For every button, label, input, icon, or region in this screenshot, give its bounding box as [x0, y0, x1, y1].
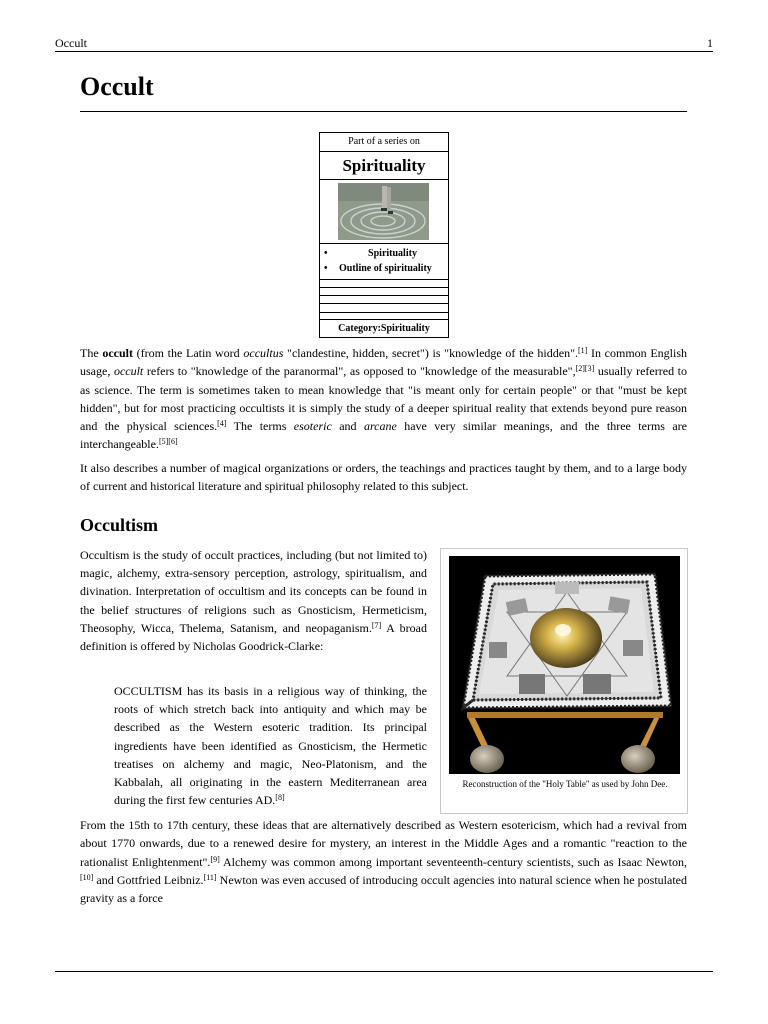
labyrinth-walker-photo-icon: [338, 183, 429, 240]
citation-ref[interactable]: [7]: [371, 620, 382, 630]
infobox-series-title[interactable]: Spirituality: [320, 152, 448, 180]
bold-term: occult: [102, 346, 133, 360]
text: In common English usage,: [80, 346, 688, 379]
bullet-icon: •: [324, 248, 328, 259]
text: and Gottfried Leibniz.: [93, 872, 204, 887]
text: A broad definition is offered by Nicholas Goodrick-Clarke:: [80, 620, 427, 654]
title-rule: [80, 111, 687, 112]
text: refers to "knowledge of the paranormal", as opposed to "knowledge of the measurable",: [143, 364, 576, 379]
text: The terms: [226, 419, 294, 434]
block-quote: [114, 682, 427, 809]
infobox-empty-row: [320, 296, 448, 304]
infobox-empty-row: [320, 288, 448, 296]
infobox-empty-row: [320, 304, 448, 313]
intro-paragraph: [80, 344, 687, 454]
running-header: [55, 36, 713, 52]
text: "clandestine, hidden, secret") is "knowledge of the hidden".: [283, 346, 578, 360]
citation-ref[interactable]: [9]: [210, 854, 220, 864]
infobox-image: [320, 180, 448, 244]
holy-table-figure: [440, 548, 688, 814]
citation-ref[interactable]: [11]: [203, 872, 217, 882]
footer-rule: [55, 971, 713, 972]
citation-ref[interactable]: [8]: [275, 793, 285, 803]
citation-ref[interactable]: [10]: [80, 872, 94, 882]
italic-term: arcane: [363, 419, 397, 434]
italic-term: esoteric: [293, 419, 332, 434]
infobox-link-outline[interactable]: Outline of spirituality: [339, 263, 432, 274]
citation-ref[interactable]: [1]: [577, 346, 588, 355]
citation-ref[interactable]: [2][3]: [575, 364, 595, 374]
page-title: Occult: [80, 72, 154, 101]
text: Alchemy was common among important seventeenth-century scientists, such as Isaac Newton,: [219, 854, 687, 869]
running-header-title: Occult: [55, 36, 87, 50]
text: Occultism is the study of occult practices, including (but not limited to) magic, alchemy, extra-sensory perception, astrology, spiritualism, and divination. Interpretation of occultism and its concepts can be found in the belief structures of religions such as Gnosticism, Hermeticism, Theosophy, Wicca, Thelema, Satanism, and neopaganism.: [80, 548, 427, 635]
text: Newton was even accused of introducing occult agencies into natural science when he postulated gravity as a force: [80, 872, 687, 906]
citation-ref[interactable]: [5][6]: [158, 437, 178, 447]
section-heading-occultism: Occultism: [80, 515, 158, 535]
figure-caption: Reconstruction of the "Holy Table" as used by John Dee.: [462, 779, 668, 789]
text: From the 15th to 17th century, these ideas that are alternatively described as Western esotericism, which had a revival from about 1770 onwards, due to a renewed desire for mystery, an interest in the Middle Ages and a romantic "reaction to the rationalist Enlightenment".: [80, 818, 687, 869]
italic-term: occult: [113, 364, 144, 379]
bullet-icon: •: [324, 263, 328, 274]
text: and: [331, 419, 364, 434]
list-item: [320, 261, 448, 276]
text: have very similar meanings, and the three terms are interchangeable.: [80, 419, 687, 452]
italic-term: occultus: [243, 346, 284, 360]
infobox-series-label: Part of a series on: [320, 133, 448, 152]
text: usually referred to as science. The term is sometimes taken to mean knowledge that "is meant only for certain people" or that "must be kept hidden", but for most practicing occultists it is simply the study of a deeper spiritual reality that extends beyond pure reason and the physical sciences.: [80, 364, 688, 434]
second-paragraph: It also describes a number of magical organizations or orders, the teachings and practices taught by them, and to a large body of current and historical literature and spiritual philosophy related to this subject.: [80, 461, 687, 494]
text: (from the Latin word: [133, 346, 244, 360]
history-paragraph: [80, 816, 687, 907]
text: The: [80, 346, 103, 360]
infobox-link-spirituality[interactable]: Spirituality: [368, 248, 417, 259]
series-infobox: [319, 132, 449, 338]
infobox-category-link[interactable]: Category:Spirituality: [320, 319, 448, 336]
page-number: 1: [707, 36, 713, 50]
infobox-empty-row: [320, 280, 448, 288]
list-item: [320, 246, 448, 261]
text: OCCULTISM has its basis in a religious way of thinking, the roots of which stretch back into antiquity and which may be described as the Western esoteric tradition. Its principal ingredients have been identified as Gnosticism, the Hermetic treatises on alchemy and magic, Neo-Platonism, and the Kabbalah, all originating in the eastern Mediterranean area during the first few centuries AD.: [114, 684, 427, 808]
infobox-links: [320, 244, 448, 280]
holy-table-render-icon[interactable]: [449, 556, 680, 774]
citation-ref[interactable]: [4]: [217, 419, 227, 429]
occultism-paragraph: [80, 546, 427, 655]
